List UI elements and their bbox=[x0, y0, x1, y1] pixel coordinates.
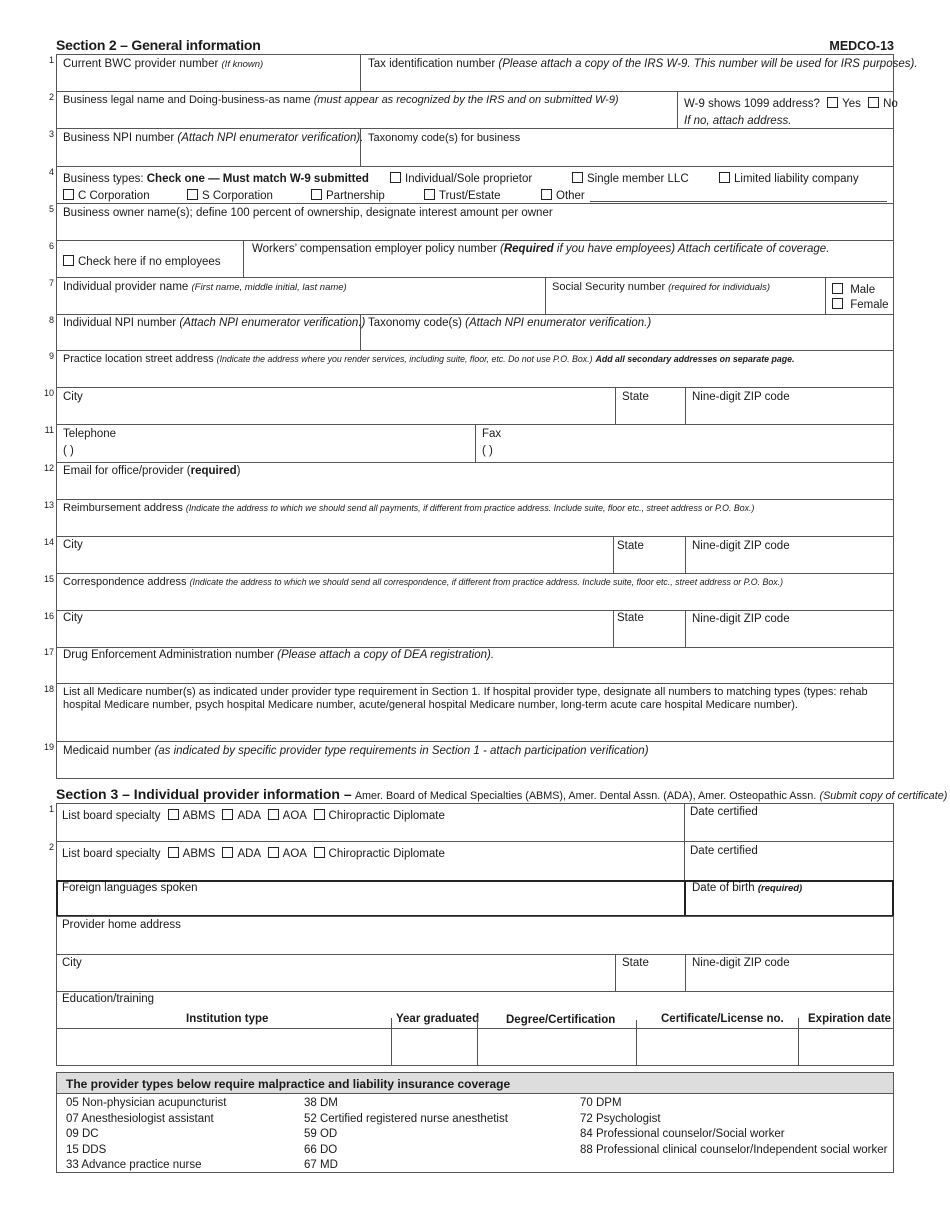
checkbox[interactable] bbox=[424, 189, 435, 200]
board-specialty-row[interactable]: List board specialty ABMS ADA AOA Chiropractic Diplomate bbox=[62, 848, 445, 860]
row-number: 7 bbox=[48, 278, 54, 288]
board-specialty-row[interactable]: List board specialty ABMS ADA AOA Chiropractic Diplomate bbox=[62, 810, 445, 822]
expiration-date-cell[interactable] bbox=[799, 1029, 893, 1065]
individual-npi-field[interactable]: Individual NPI number (Attach NPI enumerator verification.) bbox=[63, 317, 366, 329]
date-of-birth-field[interactable]: Date of birth (required) bbox=[692, 882, 803, 894]
home-city-field[interactable]: City bbox=[62, 957, 82, 969]
practice-location-address-field[interactable]: Practice location street address (Indicate the address where you render services, including suite, floor, etc. Do not use P.O. Box.) Add all secondary addresses on separate page. bbox=[63, 353, 795, 365]
checkbox[interactable] bbox=[719, 172, 730, 183]
year-graduated-cell[interactable] bbox=[392, 1029, 476, 1065]
ssn-field[interactable]: Social Security number (required for individuals) bbox=[552, 281, 771, 293]
individual-provider-name-field[interactable]: Individual provider name (First name, middle initial, last name) bbox=[63, 281, 347, 293]
row-number: 8 bbox=[48, 315, 54, 325]
certificate-license-header: Certificate/License no. bbox=[661, 1013, 784, 1025]
malpractice-provider-types-box bbox=[56, 1072, 894, 1173]
business-legal-name-note: (must appear as recognized by the IRS and on submitted W-9) bbox=[313, 94, 619, 106]
business-legal-name-label: Business legal name and Doing-business-as name bbox=[63, 94, 311, 106]
abms-checkbox[interactable] bbox=[168, 847, 179, 858]
row-number: 3 bbox=[48, 129, 54, 139]
abms-checkbox[interactable] bbox=[168, 809, 179, 820]
list-item: 70 DPM bbox=[580, 1097, 622, 1109]
row-number: 2 bbox=[48, 92, 54, 102]
business-type-option[interactable]: C Corporation bbox=[63, 189, 150, 202]
no-employees-option[interactable]: Check here if no employees bbox=[63, 255, 221, 268]
correspondence-state-field[interactable]: State bbox=[617, 612, 644, 624]
w9-1099-address-question bbox=[684, 97, 898, 110]
checkbox[interactable] bbox=[311, 189, 322, 200]
list-item: 84 Professional counselor/Social worker bbox=[580, 1128, 785, 1140]
reimbursement-state-field[interactable]: State bbox=[617, 540, 644, 552]
business-type-option[interactable]: Limited liability company bbox=[719, 172, 859, 185]
expiration-date-header: Expiration date bbox=[808, 1013, 892, 1025]
institution-type-cell[interactable] bbox=[57, 1029, 390, 1065]
bwc-provider-number-field[interactable] bbox=[63, 58, 263, 70]
business-type-option[interactable]: Other bbox=[541, 189, 585, 202]
row-number: 6 bbox=[48, 241, 54, 251]
chiropractic-checkbox[interactable] bbox=[314, 809, 325, 820]
male-checkbox[interactable] bbox=[832, 283, 843, 294]
fax-label: Fax bbox=[482, 428, 502, 440]
certificate-license-cell[interactable] bbox=[637, 1029, 797, 1065]
institution-type-header: Institution type bbox=[186, 1013, 269, 1025]
list-item: 38 DM bbox=[304, 1097, 338, 1109]
home-zip-field[interactable]: Nine-digit ZIP code bbox=[692, 957, 790, 969]
business-npi-note: (Attach NPI enumerator verification). bbox=[177, 132, 364, 144]
tax-id-label: Tax identification number bbox=[368, 58, 496, 70]
practice-zip-field[interactable]: Nine-digit ZIP code bbox=[692, 391, 790, 403]
other-line[interactable] bbox=[590, 201, 887, 202]
ada-checkbox[interactable] bbox=[222, 847, 233, 858]
bwc-provider-number-note: (If known) bbox=[221, 59, 264, 70]
row-number: 10 bbox=[43, 388, 54, 398]
date-certified-field[interactable]: Date certified bbox=[690, 845, 758, 857]
bwc-provider-number-label: Current BWC provider number bbox=[63, 58, 219, 70]
row-number: 4 bbox=[48, 167, 54, 177]
chiropractic-checkbox[interactable] bbox=[314, 847, 325, 858]
checkbox[interactable] bbox=[63, 189, 74, 200]
list-item: 07 Anesthesiologist assistant bbox=[66, 1112, 214, 1125]
home-state-field[interactable]: State bbox=[622, 957, 649, 969]
tax-id-number-field[interactable] bbox=[368, 58, 918, 70]
gender-female-option[interactable]: Female bbox=[832, 298, 889, 311]
no-employees-checkbox[interactable] bbox=[63, 255, 74, 266]
telephone-label: Telephone bbox=[63, 428, 117, 440]
business-type-option[interactable]: Partnership bbox=[311, 189, 385, 202]
year-graduated-header: Year graduated bbox=[396, 1013, 480, 1025]
checkbox[interactable] bbox=[541, 189, 552, 200]
w9-yes-checkbox[interactable] bbox=[827, 97, 838, 108]
checkbox[interactable] bbox=[572, 172, 583, 183]
list-item: 67 MD bbox=[304, 1159, 338, 1171]
business-npi-field[interactable] bbox=[63, 132, 363, 144]
row-number: 9 bbox=[48, 351, 54, 361]
list-item: 05 Non-physician acupuncturist bbox=[66, 1097, 227, 1109]
business-types-label: Business types: Check one — Must match W-9 submitted bbox=[63, 173, 369, 185]
w9-attach-note: If no, attach address. bbox=[684, 115, 792, 127]
practice-city-field[interactable]: City bbox=[63, 391, 83, 403]
w9-1099-label: W-9 shows 1099 address? bbox=[684, 98, 820, 110]
provider-types-col-3 bbox=[580, 1096, 887, 1158]
list-item: 33 Advance practice nurse bbox=[66, 1159, 202, 1171]
gender-male-option[interactable]: Male bbox=[832, 283, 875, 296]
reimbursement-address-field[interactable]: Reimbursement address (Indicate the address to which we should send all payments, if different from practice address. Include suite, floor etc., street address or P.O. Box.) bbox=[63, 502, 755, 514]
foreign-languages-field[interactable]: Foreign languages spoken bbox=[62, 882, 198, 894]
degree-certification-header: Degree/Certification bbox=[506, 1014, 616, 1026]
checkbox[interactable] bbox=[390, 172, 401, 183]
business-type-option[interactable]: Trust/Estate bbox=[424, 189, 501, 202]
row-number: 15 bbox=[43, 574, 54, 584]
row-number: 16 bbox=[43, 611, 54, 621]
business-taxonomy-field[interactable]: Taxonomy code(s) for business bbox=[368, 132, 521, 144]
row-number: 1 bbox=[48, 804, 54, 814]
section-2-frame bbox=[56, 54, 894, 779]
row-number: 2 bbox=[48, 842, 54, 852]
checkbox[interactable] bbox=[187, 189, 198, 200]
list-item: 66 DO bbox=[304, 1143, 338, 1156]
w9-no-label: No bbox=[883, 98, 898, 110]
w9-yes-label: Yes bbox=[842, 98, 861, 110]
malpractice-heading: The provider types below require malpractice and liability insurance coverage bbox=[57, 1073, 893, 1094]
row-number: 17 bbox=[43, 647, 54, 657]
business-type-option[interactable]: Individual/Sole proprietor bbox=[390, 172, 532, 185]
aoa-checkbox[interactable] bbox=[268, 847, 279, 858]
practice-state-field[interactable]: State bbox=[622, 391, 649, 403]
telephone-area-code[interactable]: ( ) bbox=[63, 445, 74, 457]
row-number: 11 bbox=[44, 425, 54, 435]
form-code: MEDCO-13 bbox=[829, 39, 894, 53]
reimbursement-zip-field[interactable]: Nine-digit ZIP code bbox=[692, 540, 790, 552]
list-item: 09 DC bbox=[66, 1128, 99, 1140]
aoa-checkbox[interactable] bbox=[268, 809, 279, 820]
ada-checkbox[interactable] bbox=[222, 809, 233, 820]
row-number: 1 bbox=[48, 55, 54, 65]
provider-types-col-2 bbox=[304, 1096, 508, 1174]
medicaid-number-field[interactable]: Medicaid number (as indicated by specific provider type requirements in Section 1 - attach participation verification) bbox=[63, 745, 649, 757]
list-item: 52 Certified registered nurse anesthetist bbox=[304, 1112, 508, 1125]
row-number: 19 bbox=[43, 742, 54, 752]
reimbursement-city-field[interactable]: City bbox=[63, 539, 83, 551]
row-number: 13 bbox=[43, 500, 54, 510]
medicare-numbers-field[interactable]: List all Medicare number(s) as indicated under provider type requirement in Section 1. If hospital provider type, designate all numbers to matching types (types: rehab hospital Medicare number, psych hospital Medicare number, acute/general hospital Medicare number, long-term acute care hospital Medicare number). bbox=[63, 686, 868, 711]
fax-area-code[interactable]: ( ) bbox=[482, 445, 493, 457]
list-item: 15 DDS bbox=[66, 1143, 107, 1156]
individual-taxonomy-field[interactable]: Taxonomy code(s) (Attach NPI enumerator verification.) bbox=[368, 317, 652, 329]
business-legal-name-field[interactable] bbox=[63, 94, 619, 106]
provider-home-address-field[interactable]: Provider home address bbox=[62, 919, 181, 931]
correspondence-city-field[interactable]: City bbox=[63, 612, 83, 624]
business-owner-names-field[interactable]: Business owner name(s); define 100 percent of ownership, designate interest amount per owner bbox=[63, 207, 553, 219]
dea-number-field[interactable]: Drug Enforcement Administration number (Please attach a copy of DEA registration). bbox=[63, 649, 495, 661]
email-field[interactable]: Email for office/provider (required) bbox=[63, 465, 241, 477]
w9-no-checkbox[interactable] bbox=[868, 97, 879, 108]
wc-policy-number-field[interactable]: Workers’ compensation employer policy number (Required if you have employees) Attach certificate of coverage. bbox=[252, 243, 830, 255]
date-certified-field[interactable]: Date certified bbox=[690, 806, 758, 818]
correspondence-zip-field[interactable]: Nine-digit ZIP code bbox=[692, 613, 790, 625]
row-number: 5 bbox=[48, 204, 54, 214]
female-checkbox[interactable] bbox=[832, 298, 843, 309]
section-3-title: Section 3 – Individual provider information – Amer. Board of Medical Specialties (ABMS), Amer. Dental Assn. (ADA), Amer. Osteopathic Assn. (Submit copy of certificate) bbox=[56, 786, 948, 802]
row-number: 18 bbox=[43, 684, 54, 694]
section-2-title: Section 2 – General information bbox=[56, 37, 261, 53]
list-item: 59 OD bbox=[304, 1128, 338, 1140]
list-item: 88 Professional clinical counselor/Independent social worker bbox=[580, 1143, 888, 1156]
row-number: 12 bbox=[43, 463, 54, 473]
business-npi-label: Business NPI number bbox=[63, 132, 175, 144]
row-number: 14 bbox=[43, 537, 54, 547]
list-item: 72 Psychologist bbox=[580, 1112, 661, 1125]
tax-id-note: (Please attach a copy of the IRS W-9. This number will be used for IRS purposes). bbox=[498, 58, 918, 70]
correspondence-address-field[interactable]: Correspondence address (Indicate the address to which we should send all correspondence, if different from practice address. Include suite, floor etc., street address or P.O. Box.) bbox=[63, 576, 784, 588]
education-training-label: Education/training bbox=[62, 993, 155, 1005]
provider-types-col-1 bbox=[66, 1096, 226, 1174]
business-type-option[interactable]: Single member LLC bbox=[572, 172, 689, 185]
business-type-option[interactable]: S Corporation bbox=[187, 189, 273, 202]
degree-certification-cell[interactable] bbox=[478, 1029, 635, 1065]
